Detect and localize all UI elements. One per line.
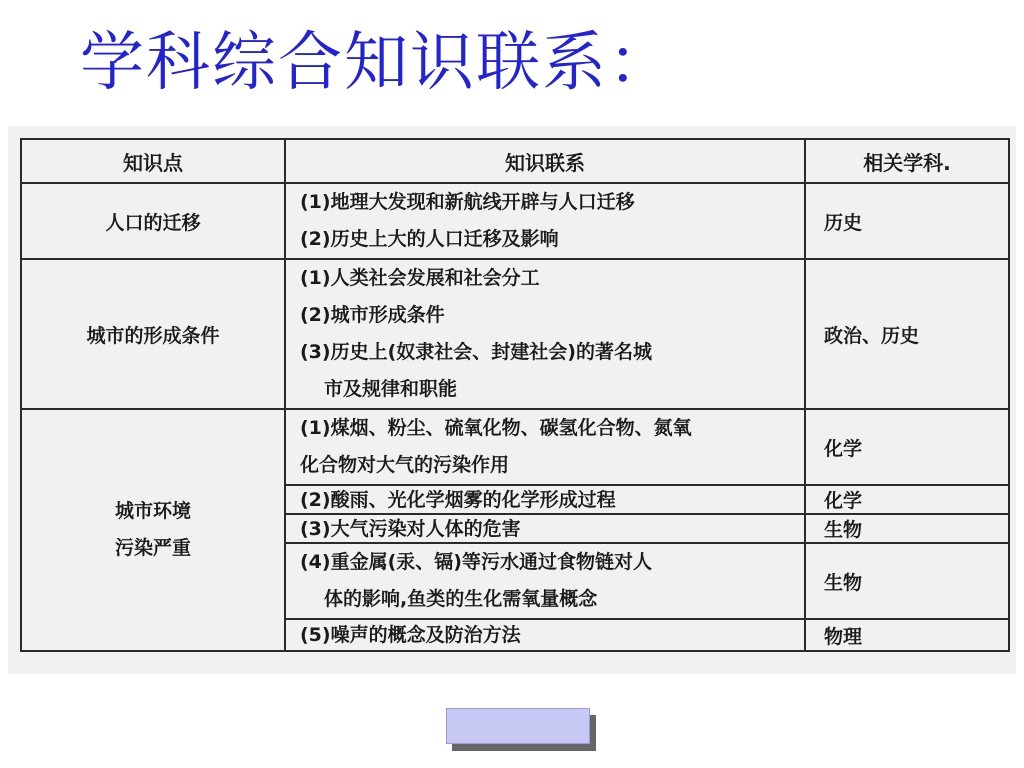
subject-cell: 生物 <box>805 514 1009 543</box>
link-line: (1)地理大发现和新航线开辟与人口迁移 <box>300 191 635 213</box>
knowledge-link-cell <box>285 543 805 619</box>
header-knowledge-link: 知识联系 <box>285 139 805 183</box>
subject-cell: 生物 <box>805 543 1009 619</box>
table-header-row <box>21 139 1009 183</box>
knowledge-point-cell <box>21 409 285 651</box>
link-line: 体的影响,鱼类的生化需氧量概念 <box>324 588 598 610</box>
header-related-subject: 相关学科. <box>805 139 1009 183</box>
knowledge-link-cell <box>285 183 805 259</box>
subject-cell: 化学 <box>805 409 1009 485</box>
slide-action-button[interactable] <box>446 708 590 744</box>
subject-cell: 政治、历史 <box>805 259 1009 409</box>
subject-cell: 物理 <box>805 619 1009 651</box>
link-line: (4)重金属(汞、镉)等污水通过食物链对人 <box>300 551 652 573</box>
table-row <box>21 259 1009 409</box>
link-line: 化合物对大气的污染作用 <box>300 454 510 476</box>
knowledge-link-cell <box>285 514 805 543</box>
link-line: 市及规律和职能 <box>324 378 458 400</box>
knowledge-link-cell <box>285 409 805 485</box>
knowledge-point-cell: 人口的迁移 <box>21 183 285 259</box>
link-line: (2)历史上大的人口迁移及影响 <box>300 228 559 250</box>
link-line: (3)大气污染对人体的危害 <box>300 517 521 540</box>
link-line: (2)酸雨、光化学烟雾的化学形成过程 <box>300 488 616 511</box>
page-title: 学科综合知识联系： <box>80 26 674 100</box>
header-knowledge-point: 知识点 <box>21 139 285 183</box>
link-line: (1)人类社会发展和社会分工 <box>300 267 540 289</box>
knowledge-link-cell <box>285 485 805 514</box>
knowledge-link-cell <box>285 259 805 409</box>
link-line: (2)城市形成条件 <box>300 304 445 326</box>
knowledge-table <box>20 138 1010 652</box>
knowledge-point-cell: 城市的形成条件 <box>21 259 285 409</box>
table-row <box>21 183 1009 259</box>
subject-cell: 历史 <box>805 183 1009 259</box>
link-line: (5)噪声的概念及防治方法 <box>300 624 521 646</box>
subject-cell: 化学 <box>805 485 1009 514</box>
point-line: 城市环境 <box>114 500 191 522</box>
link-line: (1)煤烟、粉尘、硫氧化物、碳氢化合物、氮氧 <box>300 417 692 439</box>
table-row <box>21 409 1009 485</box>
link-line: (3)历史上(奴隶社会、封建社会)的著名城 <box>300 341 652 363</box>
point-line: 污染严重 <box>114 537 191 559</box>
knowledge-link-cell <box>285 619 805 651</box>
